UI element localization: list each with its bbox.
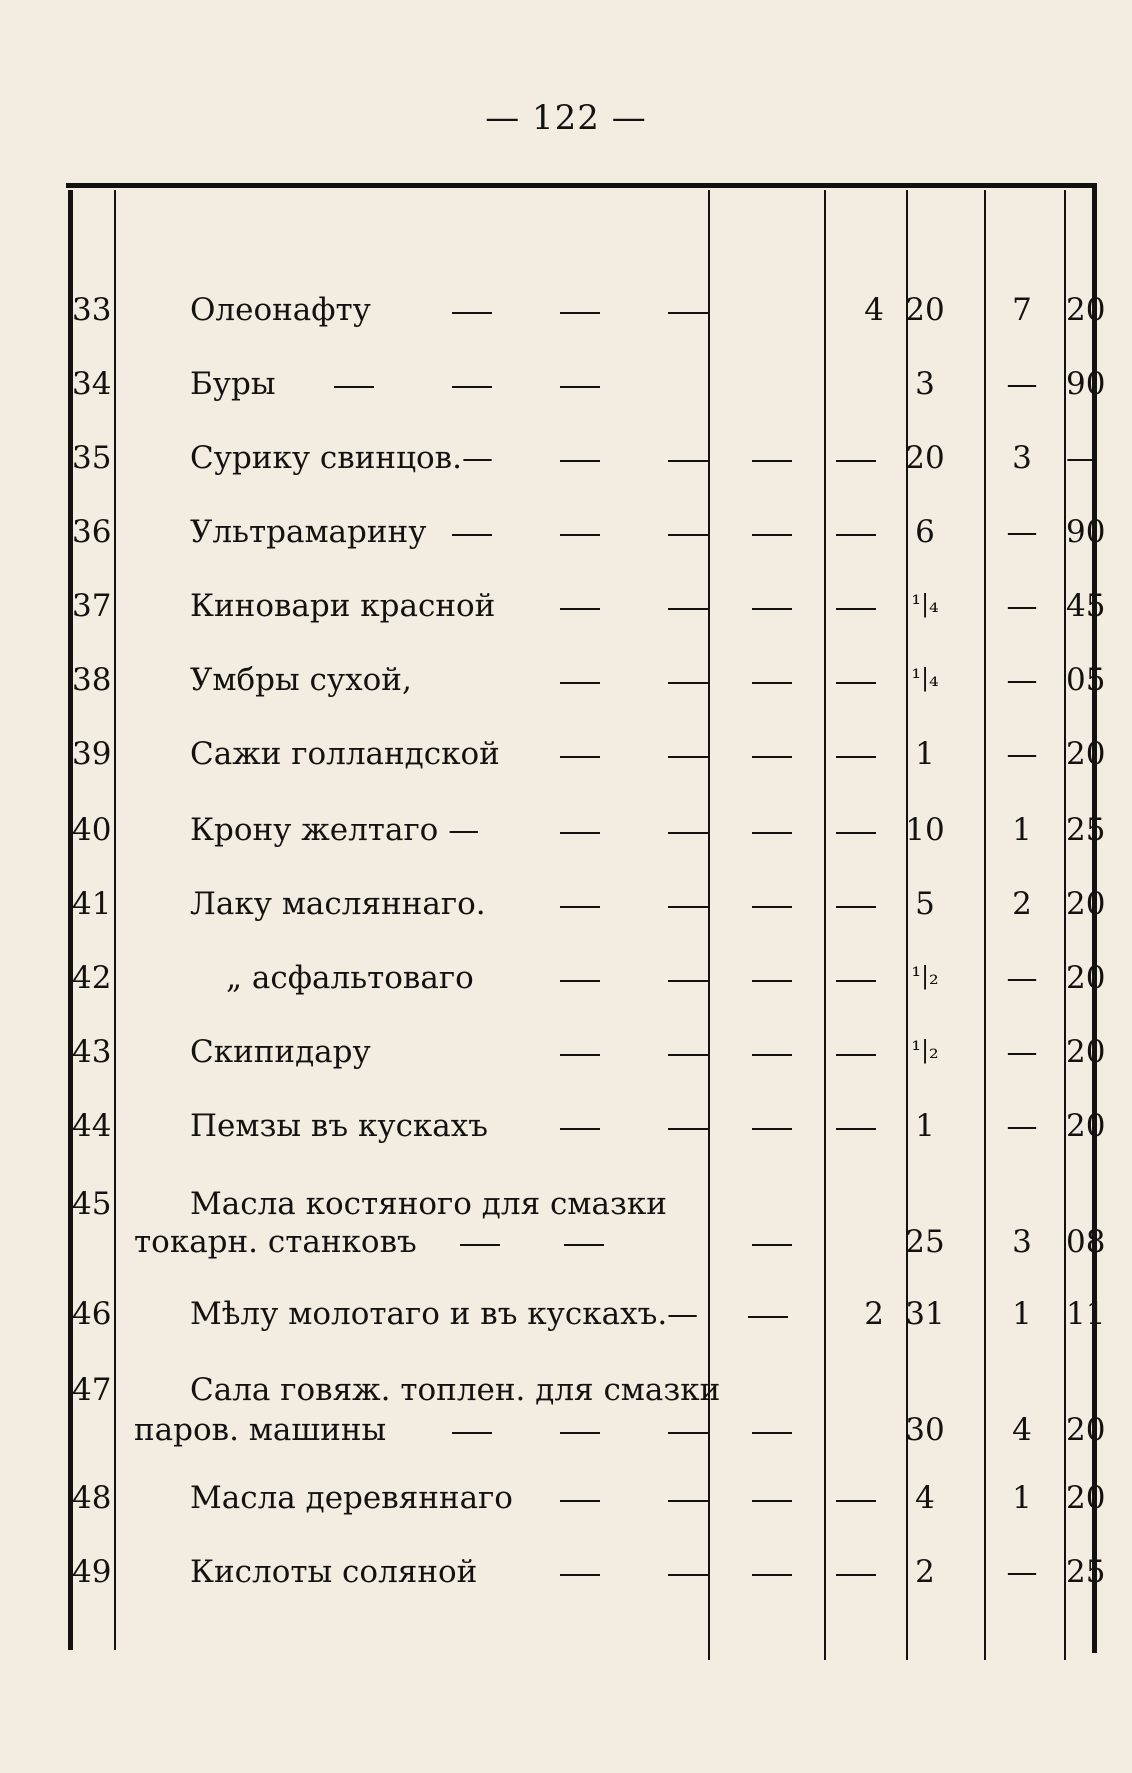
row-number: 42 xyxy=(72,960,112,996)
leader-dash xyxy=(560,312,600,314)
value-c4: — xyxy=(1006,736,1038,772)
leader-dash xyxy=(752,832,792,834)
value-c3: ¹|₄ xyxy=(911,664,939,692)
leader-dash xyxy=(668,980,708,982)
leader-dash xyxy=(836,832,876,834)
leader-dash xyxy=(836,1574,876,1576)
table-row xyxy=(0,588,1132,628)
leader-dash xyxy=(752,682,792,684)
row-number: 48 xyxy=(72,1480,112,1516)
leader-dash xyxy=(668,906,708,908)
value-c4: 1 xyxy=(1012,1480,1032,1516)
row-number: 39 xyxy=(72,736,112,772)
value-c3: 1 xyxy=(915,736,935,772)
value-c3: 1 xyxy=(915,1108,935,1144)
leader-dash xyxy=(560,1432,600,1434)
value-c3: 25 xyxy=(905,1224,945,1260)
material-name: Умбры сухой, xyxy=(190,662,412,698)
value-c5: 20 xyxy=(1066,1412,1106,1448)
leader-dash xyxy=(752,608,792,610)
leader-dash xyxy=(560,756,600,758)
value-c4: — xyxy=(1006,514,1038,550)
leader-dash xyxy=(452,386,492,388)
leader-dash xyxy=(836,980,876,982)
value-c3: 2 xyxy=(915,1554,935,1590)
leader-dash xyxy=(668,832,708,834)
leader-dash xyxy=(668,534,708,536)
material-name: Сурику свинцов.— xyxy=(190,440,493,476)
material-name: Буры xyxy=(190,366,276,402)
leader-dash xyxy=(560,1500,600,1502)
table-row xyxy=(0,366,1132,406)
leader-dash xyxy=(836,682,876,684)
value-c3: ¹|₂ xyxy=(911,1036,939,1064)
table-row xyxy=(0,1186,1132,1226)
value-c5: — xyxy=(1066,440,1097,476)
material-name: Масла костяного для смазки xyxy=(190,1186,667,1222)
leader-dash xyxy=(668,1574,708,1576)
material-name: Олеонафту xyxy=(190,292,371,328)
leader-dash xyxy=(560,980,600,982)
material-name-continued: токарн. станковъ xyxy=(134,1224,417,1260)
leader-dash xyxy=(752,534,792,536)
leader-dash xyxy=(752,906,792,908)
row-number: 36 xyxy=(72,514,112,550)
value-c5: 05 xyxy=(1066,662,1106,698)
material-name: Масла деревяннаго xyxy=(190,1480,513,1516)
table-row xyxy=(0,1554,1132,1594)
leader-dash xyxy=(668,312,708,314)
value-c3: 31 xyxy=(905,1296,945,1332)
leader-dash xyxy=(560,1054,600,1056)
leader-dash xyxy=(668,682,708,684)
value-c5: 25 xyxy=(1066,812,1106,848)
leader-dash xyxy=(560,682,600,684)
material-name: Киновари красной xyxy=(190,588,496,624)
value-c3: 10 xyxy=(905,812,945,848)
leader-dash xyxy=(752,756,792,758)
value-c4: 3 xyxy=(1012,440,1032,476)
leader-dash xyxy=(752,1244,792,1246)
row-number: 49 xyxy=(72,1554,112,1590)
material-name: Крону желтаго — xyxy=(190,812,480,848)
row-number: 38 xyxy=(72,662,112,698)
leader-dash xyxy=(836,534,876,536)
leader-dash xyxy=(668,756,708,758)
row-number: 35 xyxy=(72,440,112,476)
value-c4: 1 xyxy=(1012,1296,1032,1332)
leader-dash xyxy=(452,534,492,536)
leader-dash xyxy=(460,1244,500,1246)
value-c4: — xyxy=(1006,960,1038,996)
value-c3: 3 xyxy=(915,366,935,402)
row-number: 44 xyxy=(72,1108,112,1144)
table-top-rule xyxy=(66,183,1094,188)
value-c5: 20 xyxy=(1066,1034,1106,1070)
leader-dash xyxy=(560,460,600,462)
value-c3: ¹|₂ xyxy=(911,962,939,990)
leader-dash xyxy=(752,980,792,982)
leader-dash xyxy=(752,1128,792,1130)
row-number: 46 xyxy=(72,1296,112,1332)
material-name: Лаку масляннаго. xyxy=(190,886,486,922)
leader-dash xyxy=(836,1054,876,1056)
table-row xyxy=(0,1372,1132,1412)
value-c4: 4 xyxy=(1012,1412,1032,1448)
material-name: Сала говяж. топлен. для смазки xyxy=(190,1372,721,1408)
value-c2: 2 xyxy=(864,1296,884,1332)
table-row xyxy=(0,960,1132,1000)
material-name: Скипидару xyxy=(190,1034,371,1070)
leader-dash xyxy=(668,608,708,610)
value-c5: 20 xyxy=(1066,960,1106,996)
leader-dash xyxy=(752,1574,792,1576)
table-row xyxy=(0,292,1132,332)
value-c4: 3 xyxy=(1012,1224,1032,1260)
leader-dash xyxy=(836,756,876,758)
table-row-continuation xyxy=(0,1224,1132,1264)
leader-dash xyxy=(836,1500,876,1502)
leader-dash xyxy=(560,534,600,536)
value-c4: 2 xyxy=(1012,886,1032,922)
value-c3: 20 xyxy=(905,440,945,476)
value-c5: 20 xyxy=(1066,292,1106,328)
value-c4: — xyxy=(1006,662,1038,698)
leader-dash xyxy=(748,1316,788,1318)
table-row xyxy=(0,1034,1132,1074)
row-number: 47 xyxy=(72,1372,112,1408)
material-name: Ультрамарину xyxy=(190,514,427,550)
value-c4: 1 xyxy=(1012,812,1032,848)
value-c4: — xyxy=(1006,1034,1038,1070)
leader-dash xyxy=(560,906,600,908)
value-c3: 20 xyxy=(905,292,945,328)
table-row xyxy=(0,440,1132,480)
table-row-continuation xyxy=(0,1412,1132,1452)
row-number: 33 xyxy=(72,292,112,328)
value-c3: 30 xyxy=(905,1412,945,1448)
value-c4: — xyxy=(1006,1554,1038,1590)
value-c5: 20 xyxy=(1066,1480,1106,1516)
material-name: „ асфальтоваго xyxy=(226,960,474,996)
leader-dash xyxy=(836,906,876,908)
leader-dash xyxy=(668,1054,708,1056)
row-number: 40 xyxy=(72,812,112,848)
value-c5: 90 xyxy=(1066,366,1106,402)
leader-dash xyxy=(452,312,492,314)
value-c5: 20 xyxy=(1066,886,1106,922)
material-name-continued: паров. машины xyxy=(134,1412,387,1448)
table-row xyxy=(0,1108,1132,1148)
leader-dash xyxy=(668,460,708,462)
material-name: Сажи голландской xyxy=(190,736,500,772)
material-name: Пемзы въ кускахъ xyxy=(190,1108,488,1144)
row-number: 41 xyxy=(72,886,112,922)
leader-dash xyxy=(836,1128,876,1130)
value-c5: 20 xyxy=(1066,1108,1106,1144)
leader-dash xyxy=(560,1128,600,1130)
leader-dash xyxy=(752,1054,792,1056)
value-c3: 6 xyxy=(915,514,935,550)
leader-dash xyxy=(564,1244,604,1246)
leader-dash xyxy=(560,1574,600,1576)
value-c3: 4 xyxy=(915,1480,935,1516)
leader-dash xyxy=(752,460,792,462)
leader-dash xyxy=(668,1432,708,1434)
leader-dash xyxy=(560,832,600,834)
leader-dash xyxy=(452,1432,492,1434)
material-name: Кислоты соляной xyxy=(190,1554,478,1590)
table-row xyxy=(0,514,1132,554)
leader-dash xyxy=(668,1128,708,1130)
table-row xyxy=(0,886,1132,926)
leader-dash xyxy=(668,1500,708,1502)
value-c4: — xyxy=(1006,366,1038,402)
row-number: 45 xyxy=(72,1186,112,1222)
table-row xyxy=(0,812,1132,852)
value-c3: 5 xyxy=(915,886,935,922)
material-name: Мѣлу молотаго и въ кускахъ.— xyxy=(190,1296,699,1332)
table-row xyxy=(0,1480,1132,1520)
row-number: 34 xyxy=(72,366,112,402)
value-c3: ¹|₄ xyxy=(911,590,939,618)
value-c5: 25 xyxy=(1066,1554,1106,1590)
value-c4: — xyxy=(1006,1108,1038,1144)
leader-dash xyxy=(560,386,600,388)
value-c5: 45 xyxy=(1066,588,1106,624)
page-number: — 122 — xyxy=(485,98,647,138)
leader-dash xyxy=(836,460,876,462)
leader-dash xyxy=(752,1432,792,1434)
leader-dash xyxy=(334,386,374,388)
table-row xyxy=(0,1296,1132,1336)
leader-dash xyxy=(836,608,876,610)
table-row xyxy=(0,736,1132,776)
leader-dash xyxy=(560,608,600,610)
row-number: 43 xyxy=(72,1034,112,1070)
row-number: 37 xyxy=(72,588,112,624)
value-c5: 11 xyxy=(1066,1296,1106,1332)
value-c2: 4 xyxy=(864,292,884,328)
leader-dash xyxy=(752,1500,792,1502)
value-c4: 7 xyxy=(1012,292,1032,328)
value-c5: 20 xyxy=(1066,736,1106,772)
value-c5: 90 xyxy=(1066,514,1106,550)
table-row xyxy=(0,662,1132,702)
value-c5: 08 xyxy=(1066,1224,1106,1260)
value-c4: — xyxy=(1006,588,1038,624)
